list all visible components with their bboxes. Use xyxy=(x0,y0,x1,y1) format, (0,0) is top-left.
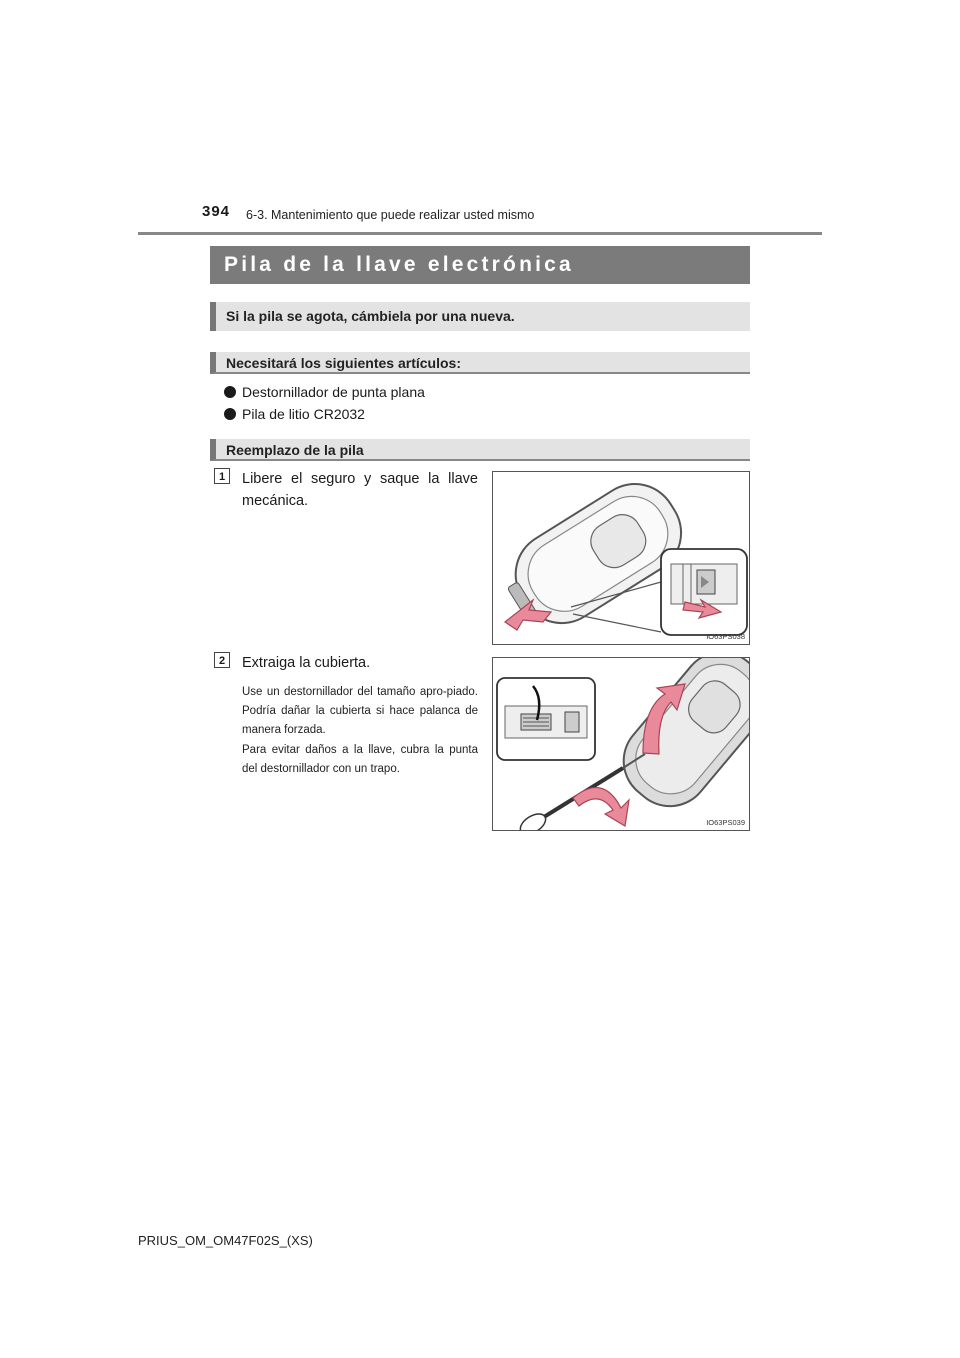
remove-cover-illustration xyxy=(493,658,750,831)
list-item-text: Destornillador de punta plana xyxy=(242,384,425,400)
replacement-heading: Reemplazo de la pila xyxy=(210,439,750,461)
bullet-icon xyxy=(224,408,236,420)
chapter-title: 6-3. Mantenimiento que puede realizar usted mismo xyxy=(246,208,535,222)
list-item xyxy=(224,406,365,422)
step-2-text: Extraiga la cubierta. xyxy=(242,655,371,671)
bullet-icon xyxy=(224,386,236,398)
header-divider xyxy=(138,232,822,235)
figure-code: IO63PS038 xyxy=(706,632,745,641)
figure-code: IO63PS039 xyxy=(706,818,745,827)
items-heading: Necesitará los siguientes artículos: xyxy=(210,352,750,374)
page-number: 394 xyxy=(202,203,231,220)
step-number-2: 2 xyxy=(214,652,230,668)
list-item xyxy=(224,384,425,400)
figure-key-release xyxy=(492,471,750,645)
step-2-note: Use un destornillador del tamaño apro-piado. Podría dañar la cubierta si hace palanca de manera forzada. xyxy=(242,686,478,736)
key-release-illustration xyxy=(493,472,750,645)
step-2-note: Para evitar daños a la llave, cubra la punta del destornillador con un trapo. xyxy=(242,744,478,775)
step-number-1: 1 xyxy=(214,468,230,484)
intro-box: Si la pila se agota, cámbiela por una nueva. xyxy=(210,302,750,331)
section-title: Pila de la llave electrónica xyxy=(210,246,750,284)
figure-remove-cover xyxy=(492,657,750,831)
document-code: PRIUS_OM_OM47F02S_(XS) xyxy=(138,1233,313,1248)
step-1-text: Libere el seguro y saque la llave mecánica. xyxy=(242,471,478,509)
list-item-text: Pila de litio CR2032 xyxy=(242,406,365,422)
